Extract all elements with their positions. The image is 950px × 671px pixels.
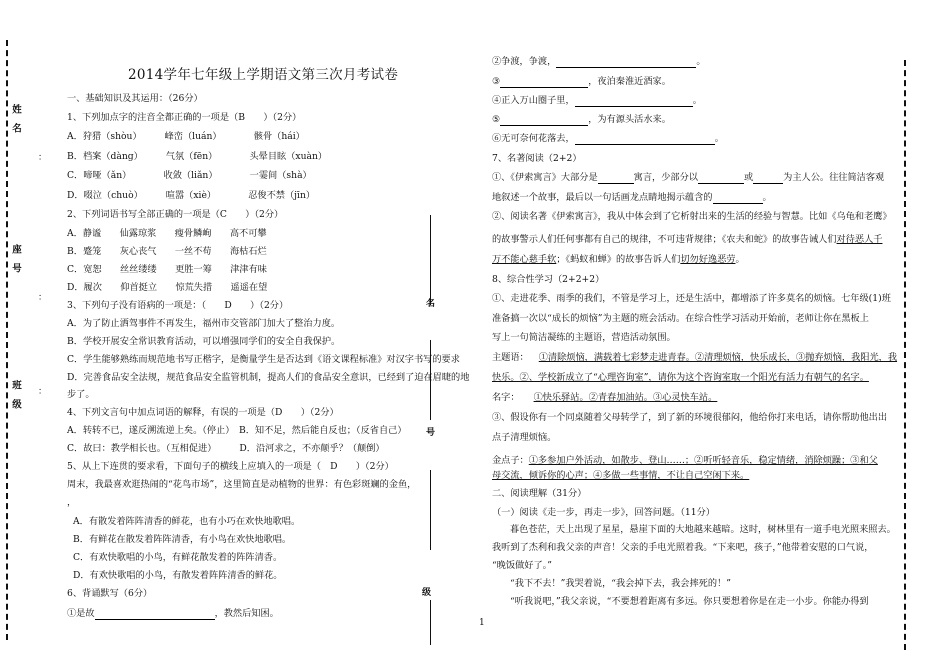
reading-para-3: “听我说吧，”我父亲说，“不要想着距离有多远。你只要想着你是在走一小步。你能办得到 <box>510 596 869 607</box>
q8-theme-cont: 快乐。②、学校新成立了“心理咨询室”，请你为这个咨询室取一个阳光有活力有朝气的名字。 <box>492 372 869 383</box>
q2-option-c: C．宽恕 丝丝缕缕 更胜一筹 津津有味 <box>67 264 267 275</box>
question-1: 1、下列加点字的注音全都正确的一项是（B ）（2分） <box>67 112 302 123</box>
section-2-heading: 二、阅读理解（31分） <box>492 488 587 499</box>
q8-name-label: 名字： <box>492 392 520 403</box>
q6-item-4-suffix: 。 <box>692 95 702 106</box>
class-label: 班 级 <box>10 380 21 409</box>
q7-answer-1-cont: 万不能心慈手软 <box>492 254 557 265</box>
q6-item-6-prefix: ⑥无可奈何花落去， <box>492 133 575 144</box>
fold-label-class: 级 <box>422 588 432 598</box>
q7-part-1-cont-text: 地叙述一个故事，最后以一句话画龙点睛地揭示蕴含的 <box>492 192 713 203</box>
q6-item-4-prefix: ④正入万山圈子里， <box>492 95 575 106</box>
q7-part-1-d: 为主人公。往往简洁客观 <box>783 172 885 183</box>
q7-blank-3[interactable] <box>753 173 783 184</box>
q7-part-1-cont-end: 。 <box>762 192 772 203</box>
q5-option-b: B．有鲜花在散发着阵阵清香，有小鸟在欢快地歌唱。 <box>73 534 292 545</box>
q7-part-1-b: 寓言，少部分以 <box>633 172 698 183</box>
fold-label-name: 名 <box>426 299 436 309</box>
q3-option-d: D．完善食品安全法规，规范食品安全监管机制，提高人们的食品安全意识，已经到了迫在眉睫的地 <box>67 372 470 383</box>
q2-option-d: D．履次 仰首挺立 惊荒失措 遥遥在望 <box>67 282 268 293</box>
q7-part-1-cont <box>492 192 772 204</box>
q6-item-3 <box>492 76 671 88</box>
reading-para-1-cont: 我听到了杰利和我父亲的声音！父亲的手电光照着我。“下来吧，孩子，”他带着安慰的口气说， <box>492 542 874 553</box>
fold-line-3 <box>430 470 431 550</box>
q6-blank-5[interactable] <box>500 115 588 126</box>
question-5: 5、从上下连贯的要求看，下面句子的横线上应填入的一项是（ D ）（2分） <box>67 461 394 472</box>
fold-label-seat: 号 <box>426 428 436 438</box>
class-colon: ： <box>38 387 48 397</box>
q8-part-1: ①、走进花季、雨季的我们，不管是学习上，还是生活中，都增添了许多莫名的烦恼。七年级(1)班 <box>492 293 891 304</box>
q6-blank-1[interactable] <box>95 609 215 620</box>
q7-blank-4[interactable] <box>713 193 763 204</box>
q3-option-d-cont: 步了。 <box>67 389 95 400</box>
q8-theme <box>492 352 897 364</box>
q3-option-a: A．为了防止洒驾事件不再发生，福州市交管部门加大了整治力度。 <box>67 318 341 329</box>
reading-para-1-end: “晚饭做好了。” <box>492 560 552 571</box>
q7-blank-2[interactable] <box>698 173 744 184</box>
q8-part-3-cont: 点子清理烦恼。 <box>492 432 557 443</box>
reading-1-heading: （一）阅读《走一步，再走一步》，回答问题。（11分） <box>492 507 715 518</box>
question-4: 4、下列文言句中加点词语的解释，有误的一项是（D ）（2分） <box>67 407 339 418</box>
question-2: 2、下列词语书写全部正确的一项是（C ）（2分） <box>67 209 284 220</box>
q6-item-4 <box>492 95 702 107</box>
reading-para-2: “我下不去！”我哭着说，“我会掉下去，我会摔死的！” <box>510 578 731 589</box>
q8-part-1-line-2: 准备搞一次以“成长的烦恼”为主题的班会活动。在综合性学习活动开始前，老师让你在黑板上 <box>492 313 869 324</box>
q6-item-1 <box>67 608 279 620</box>
q5-option-d: D．有欢快歌唱的小鸟，有散发着阵阵清香的鲜花。 <box>73 570 283 581</box>
q6-item-3-prefix: ③ <box>492 76 501 87</box>
name-colon: ： <box>38 153 48 163</box>
exam-title: 2014学年七年级上学期语文第三次月考试卷 <box>128 67 399 83</box>
q2-option-b: B．蹙笼 灰心丧气 一丝不苟 海枯石烂 <box>67 246 267 257</box>
q6-item-5-prefix: ⑤ <box>492 114 501 125</box>
q7-part-1 <box>492 172 884 184</box>
q6-item-2 <box>492 56 706 68</box>
q7-part-2-text-2: ；《蚂蚁和蝉》的故事告诉人们 <box>556 254 681 265</box>
q6-item-1-prefix: ①是故 <box>67 608 95 619</box>
q7-part-2: ②、阅读名著《伊索寓言》，我从中体会到了它析射出来的生活的经验与智慧。比如《乌龟和老鹰》 <box>492 211 892 222</box>
q8-tips-cont: 母交流，倾诉你的心声；④多做一些事情，不让自己空闲下来。 <box>492 470 750 481</box>
q5-option-a: A．有散发着阵阵清香的鲜花，也有小巧在欢快地歌唱。 <box>73 516 301 527</box>
q4-options-ab: A．转转不已，遂反溯流逆上矣。（停止） B．知不足，然后能自反也；（反省自己） <box>67 425 407 436</box>
q6-item-2-suffix: 。 <box>696 56 706 67</box>
q7-part-1-c: 或 <box>743 172 754 183</box>
fold-line-1 <box>430 215 431 305</box>
q6-item-6-suffix: 。 <box>714 133 724 144</box>
question-7: 7、名著阅读（2+2） <box>492 153 582 164</box>
binding-dashed-line-right <box>904 60 906 650</box>
section-1-heading: 一、基础知识及其运用：（26分） <box>67 93 203 104</box>
page-number: 1 <box>479 618 485 628</box>
reading-para-1: 暮色苍茫，天上出现了星星，悬崖下面的大地越来越暗。这时，树林里有一道手电光照来照去。 <box>510 524 896 535</box>
question-6: 6、背诵默写（6分） <box>67 588 153 599</box>
q6-item-2-prefix: ②争渡，争渡， <box>492 56 557 67</box>
q6-blank-2[interactable] <box>556 57 696 68</box>
q8-name-answer: ①快乐驿站。②青春加油站。③心灵快车站。 <box>533 392 718 403</box>
q7-part-2-line-2 <box>492 234 882 246</box>
q5-blank: ， <box>67 497 77 508</box>
q8-tips-label: 金点子： <box>492 455 529 466</box>
q7-answer-1: 对待恶人千 <box>836 234 883 245</box>
q1-option-c: C．啼哑（ǎn） 收敛（liǎn） 一霎间（shà） <box>67 170 312 181</box>
seat-label: 座 号 <box>10 244 21 273</box>
q2-option-a: A．静谧 仙露琼浆 瘦骨鳞峋 高不可攀 <box>67 228 267 239</box>
q8-tips <box>492 455 878 467</box>
q7-part-2-line-3 <box>492 254 745 266</box>
q1-option-d: D．啜泣（chuò） 喧嚣（xiè） 忍俊不禁（jīn） <box>67 190 316 201</box>
q8-part-1-line-3: 写上一句简洁凝练的主题语，营造活动氛围。 <box>492 332 676 343</box>
q5-option-c: C．有欢快歌唱的小鸟，有鲜花散发着的阵阵清香。 <box>73 552 283 563</box>
question-8: 8、综合性学习（2+2+2） <box>492 274 605 285</box>
name-label: 姓 名 <box>10 104 21 133</box>
q3-option-b: B．学校开展安全常识教育活动，可以增强同学们的安全自我保护。 <box>67 336 341 347</box>
seat-colon: ： <box>38 293 48 303</box>
q6-blank-4[interactable] <box>575 96 693 107</box>
q6-item-1-suffix: ，教然后知困。 <box>214 608 279 619</box>
q6-item-6 <box>492 133 724 145</box>
q3-option-c: C．学生能够熟练而规范地书写正楷字，是衡量学生是否达到《语文课程标准》对汉字书写的要求 <box>67 354 460 365</box>
q7-part-1-a: ①、《伊索寓言》大部分是 <box>492 172 598 183</box>
question-3: 3、下列句子没有语病的一项是：（ D ）（2分） <box>67 300 289 311</box>
q4-options-cd: C．故曰：教学相长也。（互相促进） D．沿河求之，不亦颠乎？（颠倒） <box>67 443 385 454</box>
fold-line-4 <box>430 600 431 645</box>
q1-option-b: B．档案（dàng） 气氛（fēn） 头晕目眩（xuàn） <box>67 151 328 162</box>
q6-blank-6[interactable] <box>575 134 715 145</box>
q7-blank-1[interactable] <box>598 173 634 184</box>
q8-theme-label: 主题语： <box>492 352 529 363</box>
q6-item-5-suffix: ，为有源头活水来。 <box>588 114 671 125</box>
q7-part-2-text: 的故事警示人们任何事都有自己的规律，不可违背规律；《农夫和蛇》的故事告诫人们 <box>492 234 837 245</box>
q7-answer-2: 切勿好逸恶劳 <box>680 254 736 265</box>
q5-passage: 周末，我最喜欢逛热闹的“花鸟市场”，这里简直是动植物的世界：有色彩斑斓的金鱼， <box>67 479 417 490</box>
q7-part-2-end: 。 <box>735 254 745 265</box>
q8-part-3: ③、假设你有一个同桌随着父母转学了，到了新的环境很郁闷，他给你打来电话，请你帮助他出出 <box>492 412 888 423</box>
q8-tips-answer: ①多参加户外活动，如散步、登山……；②听听轻音乐，稳定情绪，消除烦躁；③和父 <box>528 455 878 466</box>
q6-item-3-suffix: ，夜泊秦淮近酒家。 <box>588 76 671 87</box>
q6-item-5 <box>492 114 671 126</box>
q8-theme-answer: ①清除烦恼，满载着七彩梦走进青春。②清理烦恼，快乐成长，③抛弃烦恼，我阳光，我 <box>538 352 898 363</box>
q1-option-a: A．狩猎（shòu） 峰峦（luán） 骸骨（hái） <box>67 131 305 142</box>
q8-name <box>492 392 717 404</box>
q6-blank-3[interactable] <box>500 77 588 88</box>
